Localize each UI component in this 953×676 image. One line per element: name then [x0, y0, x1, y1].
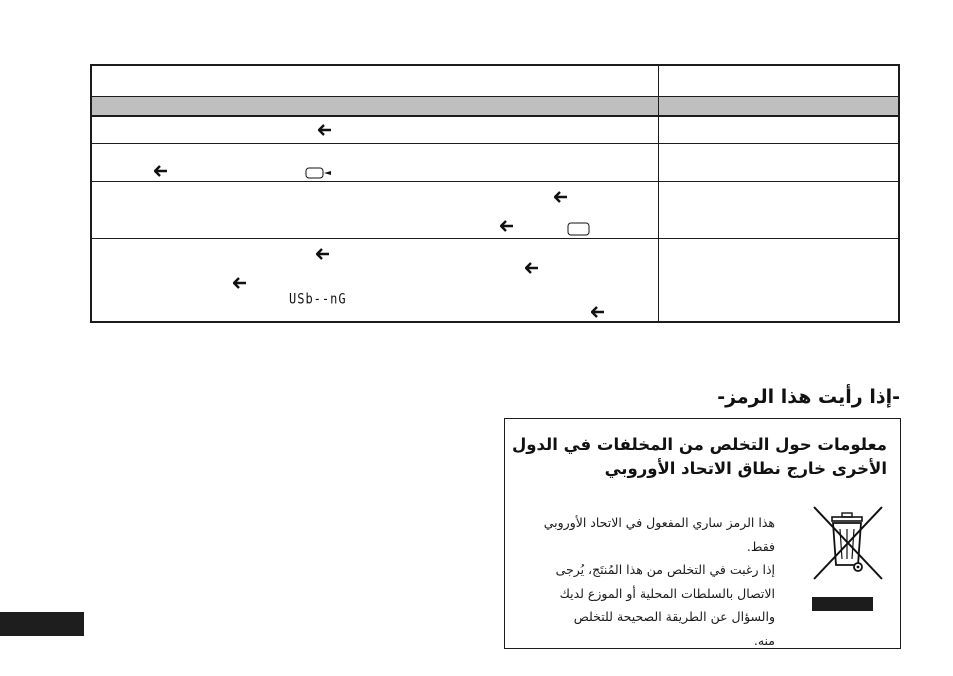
play-button-icon: [305, 164, 333, 183]
table-section-band: [92, 97, 898, 115]
button-outline-icon: [567, 221, 591, 240]
info-body-line: الاتصال بالسلطات المحلية أو الموزع لديك: [559, 585, 775, 601]
page-edge-tab: [0, 612, 84, 636]
table-row-rule: [92, 238, 898, 239]
info-body-line: إذا رغبت في التخلص من هذا المُنتَج، يُرجى: [555, 562, 775, 577]
lcd-display-text: USb--nG: [289, 290, 347, 308]
info-body-line: فقط.: [746, 538, 775, 554]
section-heading: -إذا رأيت هذا الرمز-: [717, 386, 900, 408]
back-arrow-icon: [554, 191, 568, 203]
info-body: [544, 511, 775, 652]
back-arrow-icon: [318, 124, 332, 136]
info-body-line: منه.: [753, 632, 775, 648]
back-arrow-icon: [233, 277, 247, 289]
crossed-out-wheelie-bin-icon: [808, 503, 886, 583]
back-arrow-icon: [525, 262, 539, 274]
table-row-rule: [92, 143, 898, 144]
info-body-line: والسؤال عن الطريقة الصحيحة للتخلص: [573, 609, 775, 624]
instruction-table: [90, 64, 900, 323]
back-arrow-icon: [591, 306, 605, 318]
info-title-line: الأخرى خارج نطاق الاتحاد الأوروبي: [604, 459, 887, 478]
back-arrow-icon: [500, 220, 514, 232]
back-arrow-icon: [154, 165, 168, 177]
table-row-rule: [92, 181, 898, 182]
info-body-line: هذا الرمز ساري المفعول في الاتحاد الأوروبي: [543, 515, 775, 530]
table-header-row: [92, 66, 898, 96]
table-column-divider: [658, 66, 659, 321]
table-section-rule: [92, 115, 898, 117]
back-arrow-icon: [316, 248, 330, 260]
weee-info-box: [504, 418, 901, 649]
info-title: [512, 433, 887, 481]
info-title-line: معلومات حول التخلص من المخلفات في الدول: [511, 435, 887, 454]
weee-solid-bar: [812, 597, 873, 611]
